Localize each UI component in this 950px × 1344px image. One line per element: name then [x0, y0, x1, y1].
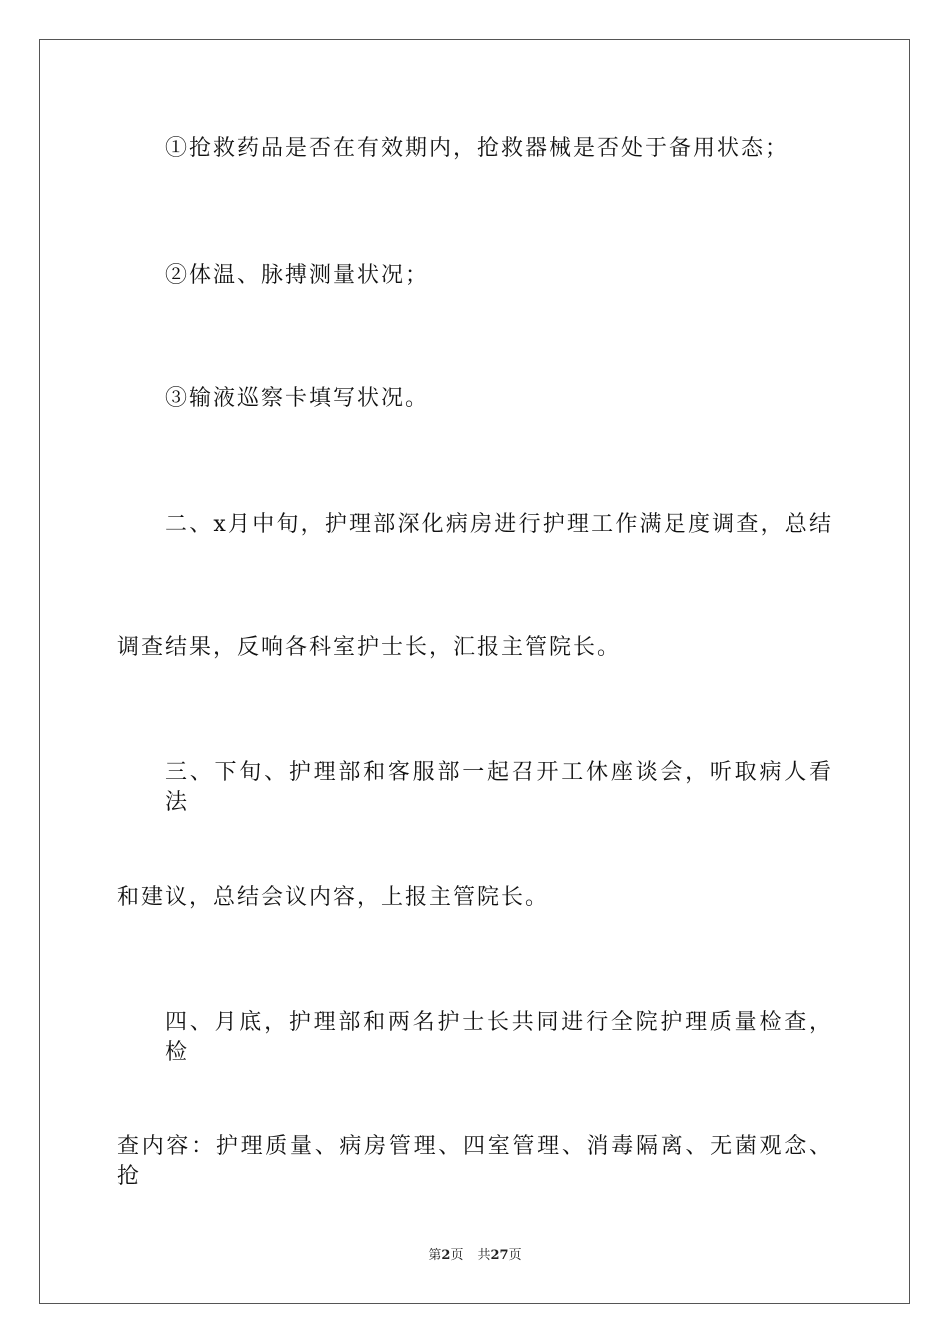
footer-page-prefix: 第 — [428, 1248, 442, 1263]
page-footer — [0, 1244, 950, 1263]
text-line-7: 和建议，总结会议内容，上报主管院长。 — [117, 885, 550, 910]
footer-page-number: 2 — [441, 1248, 451, 1263]
footer-total-pages: 27 — [490, 1248, 509, 1263]
page-frame — [39, 39, 910, 1304]
text-line-4: 二、x月中旬，护理部深化病房进行护理工作满足度调查，总结 — [165, 512, 833, 537]
text-line-9: 查内容：护理质量、病房管理、四室管理、消毒隔离、无菌观念、抢 — [117, 1134, 833, 1189]
text-line-8: 四、月底，护理部和两名护士长共同进行全院护理质量检查，检 — [165, 1010, 833, 1065]
text-line-1: ①抢救药品是否在有效期内，抢救器械是否处于备用状态； — [165, 136, 790, 161]
footer-page-suffix: 页 — [450, 1248, 464, 1263]
text-line-5: 调查结果，反响各科室护士长，汇报主管院长。 — [117, 635, 622, 660]
footer-total-suffix: 页 — [508, 1248, 522, 1263]
text-line-2: ②体温、脉搏测量状况； — [165, 263, 430, 288]
footer-total-prefix: 共 — [477, 1248, 491, 1263]
text-line-3: ③输液巡察卡填写状况。 — [165, 386, 430, 411]
text-line-6: 三、下旬、护理部和客服部一起召开工休座谈会，听取病人看法 — [165, 760, 833, 815]
